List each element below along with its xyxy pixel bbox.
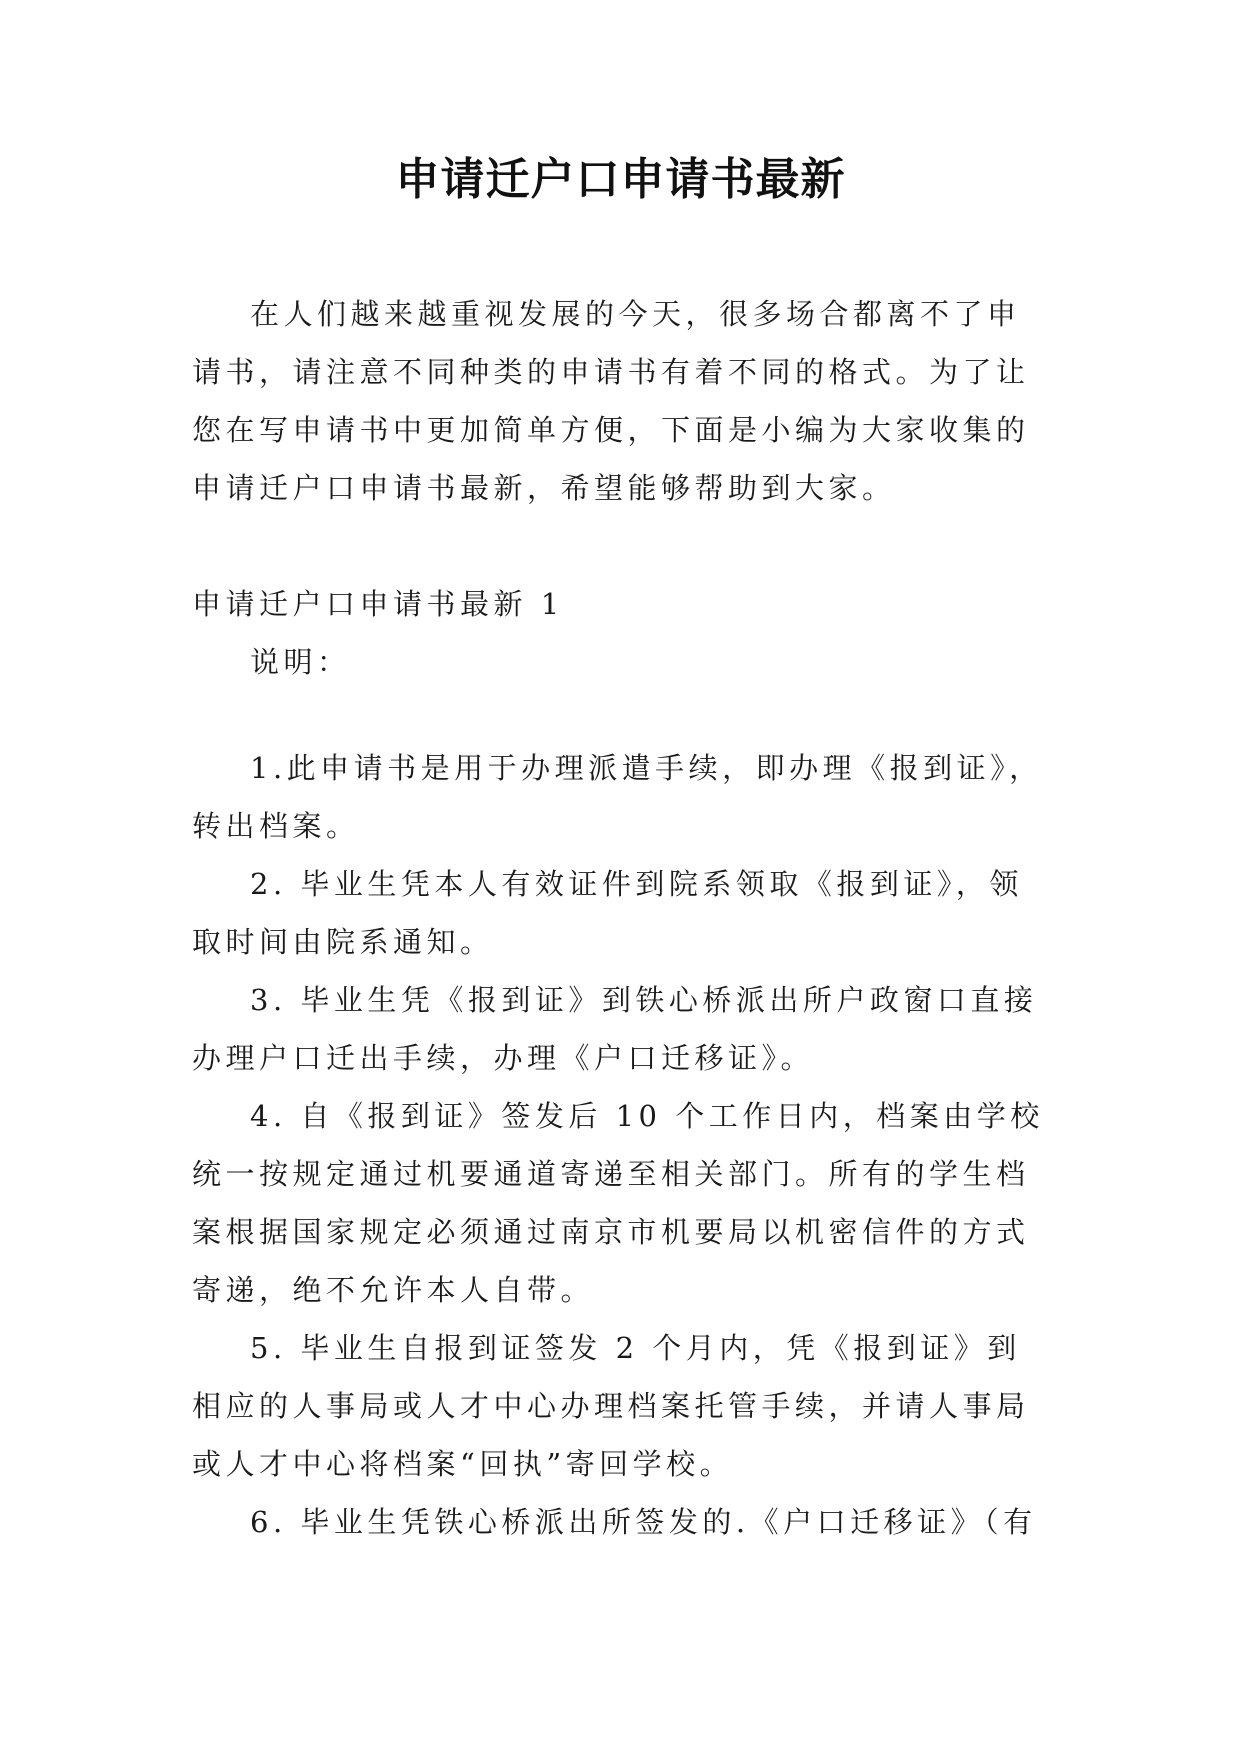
list-item: 5. 毕业生自报到证签发 2 个月内，凭《报到证》到相应的人事局或人才中心办理档案托管手续，并请人事局或人才中心将档案“回执”寄回学校。 <box>192 1331 1030 1481</box>
list-item: 2. 毕业生凭本人有效证件到院系领取《报到证》，领取时间由院系通知。 <box>192 867 1023 959</box>
list-item: 1.此申请书是用于办理派遣手续，即办理《报到证》，转出档案。 <box>192 751 1043 843</box>
list-item: 6. 毕业生凭铁心桥派出所签发的.《户口迁移证》（有 <box>250 1505 1037 1539</box>
document-title: 申请迁户口申请书最新 <box>395 154 846 205</box>
spacer <box>192 517 1052 575</box>
intro-paragraph: 在人们越来越重视发展的今天，很多场合都离不了申请书，请注意不同种类的申请书有着不同的格式。为了让您在写申请书中更加简单方便，下面是小编为大家收集的申请迁户口申请书最新，希望能够帮助到大家。 <box>192 297 1030 505</box>
list-item: 4. 自《报到证》签发后 10 个工作日内，档案由学校统一按规定通过机要通道寄递至相关部门。所有的学生档案根据国家规定必须通过南京市机要局以机密信件的方式寄递，绝不允许本人自带。 <box>192 1099 1044 1307</box>
document-body <box>192 285 1052 1551</box>
list-item: 3. 毕业生凭《报到证》到铁心桥派出所户政窗口直接办理户口迁出手续，办理《户口迁移证》。 <box>192 983 1038 1075</box>
spacer <box>192 691 1052 739</box>
note-label: 说明： <box>250 645 351 679</box>
section-heading: 申请迁户口申请书最新 1 <box>192 587 564 621</box>
